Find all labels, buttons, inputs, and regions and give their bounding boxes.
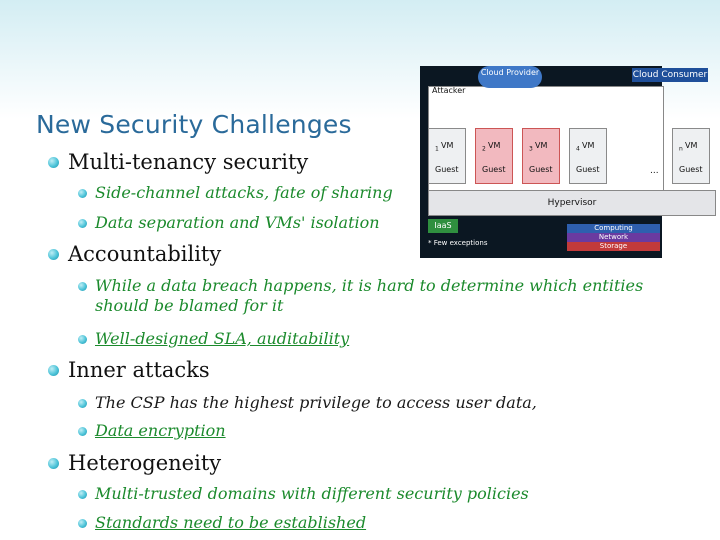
sub-bullet	[78, 421, 678, 441]
bullet-label: Inner attacks	[68, 358, 210, 382]
sub-bullet-text: The CSP has the highest privilege to access user data,	[95, 393, 537, 412]
sub-bullet-text: Well-designed SLA, auditability	[95, 329, 350, 348]
vm-guest: Guest	[482, 165, 506, 174]
vm-name: VM $_3$	[529, 141, 548, 153]
sub-bullet-text: Multi-trusted domains with different security policies	[95, 484, 529, 503]
bullet-heterogeneity	[48, 451, 221, 475]
vm-guest: Guest	[679, 165, 703, 174]
bullet-dot	[78, 189, 87, 198]
bullet-label: Heterogeneity	[68, 451, 222, 475]
vm-box	[672, 128, 710, 184]
slide-title: New Security Challenges	[36, 110, 352, 139]
stack-computing: Computing	[567, 224, 660, 233]
bullet-dot	[78, 490, 87, 499]
bullet-dot	[78, 219, 87, 228]
iaas-badge: IaaS	[428, 219, 458, 233]
ellipsis: ...	[650, 166, 659, 176]
vm-guest: Guest	[576, 165, 600, 174]
bullet-label: Multi-tenancy security	[68, 150, 309, 174]
bullet-accountability	[48, 242, 221, 266]
hypervisor-bar: Hypervisor	[428, 190, 716, 216]
bullet-dot	[48, 365, 59, 376]
vm-box-attacker	[475, 128, 513, 184]
attacker-label: Attacker	[432, 86, 466, 95]
bullet-multi-tenancy	[48, 150, 308, 174]
vm-box	[428, 128, 466, 184]
footnote: * Few exceptions	[428, 239, 488, 247]
bullet-dot	[48, 157, 59, 168]
sub-bullet	[78, 213, 408, 233]
bullet-inner-attacks	[48, 358, 210, 382]
bullet-dot	[78, 282, 87, 291]
sub-bullet-text: Data separation and VMs' isolation	[95, 213, 380, 232]
bullet-dot	[48, 249, 59, 260]
sub-bullet	[78, 329, 678, 349]
sub-bullet	[78, 276, 678, 316]
vm-guest: Guest	[435, 165, 459, 174]
sub-bullet-text: Standards need to be established	[95, 513, 367, 532]
vm-name: VM $_4$	[576, 141, 595, 153]
stack-storage: Storage	[567, 242, 660, 251]
vm-name: VM $_1$	[435, 141, 454, 153]
bullet-dot	[48, 458, 59, 469]
bullet-dot	[78, 519, 87, 528]
vm-name: VM $_n$	[679, 141, 698, 153]
sub-bullet	[78, 183, 408, 203]
vm-name: VM $_2$	[482, 141, 501, 153]
vm-box	[569, 128, 607, 184]
sub-bullet	[78, 484, 678, 504]
bullet-dot	[78, 335, 87, 344]
cloud-provider-label: Cloud Provider	[478, 66, 542, 88]
sub-bullet	[78, 513, 678, 533]
sub-bullet-text: Data encryption	[95, 421, 226, 440]
bullet-label: Accountability	[68, 242, 222, 266]
stack-network: Network	[567, 233, 660, 242]
bullet-dot	[78, 427, 87, 436]
sub-bullet-text: While a data breach happens, it is hard to determine which entities should be blamed for it	[95, 276, 644, 315]
vm-box-attacker	[522, 128, 560, 184]
bullet-dot	[78, 399, 87, 408]
sub-bullet	[78, 393, 678, 413]
sub-bullet-text: Side-channel attacks, fate of sharing	[95, 183, 393, 202]
vm-guest: Guest	[529, 165, 553, 174]
cloud-consumer-label: Cloud Consumer	[632, 70, 708, 80]
